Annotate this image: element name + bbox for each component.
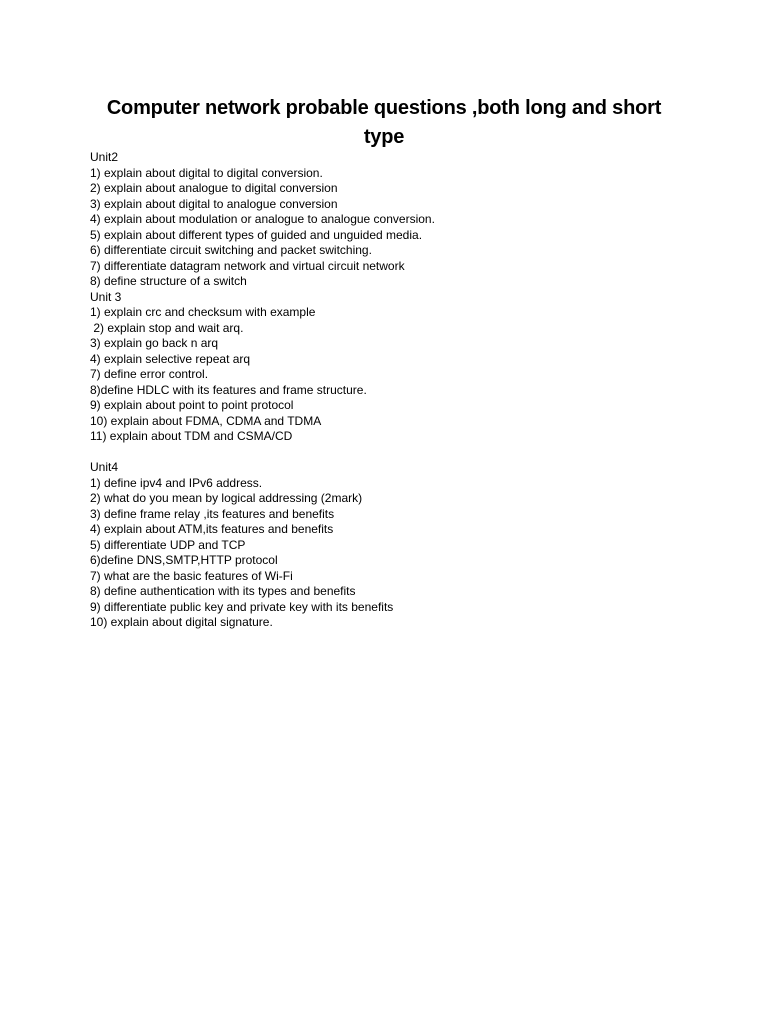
section-spacer — [90, 445, 710, 461]
question-item: 4) explain about ATM,its features and benefits — [90, 522, 334, 536]
question-item: 6) differentiate circuit switching and packet switching. — [90, 243, 372, 257]
question-item: 2) what do you mean by logical addressing (2mark) — [90, 491, 363, 505]
section-heading-unit2: Unit2 — [90, 150, 119, 164]
section-heading-unit3: Unit 3 — [90, 289, 122, 304]
question-item: 8)define HDLC with its features and frame structure. — [90, 382, 367, 397]
question-item: 3) explain about digital to analogue conversion — [90, 196, 338, 211]
question-item: 10) explain about digital signature. — [90, 615, 273, 629]
question-item: 7) differentiate datagram network and virtual circuit network — [90, 258, 405, 273]
question-item: 2) explain about analogue to digital conversion — [90, 181, 338, 195]
question-item: 5) explain about different types of guided and unguided media. — [90, 227, 423, 242]
question-item: 11) explain about TDM and CSMA/CD — [90, 429, 293, 443]
question-item: 7) what are the basic features of Wi-Fi — [90, 568, 293, 583]
question-item: 9) explain about point to point protocol — [90, 398, 294, 412]
question-item: 4) explain selective repeat arq — [90, 351, 251, 366]
question-item: 2) explain stop and wait arq. — [90, 320, 244, 335]
question-item: 5) differentiate UDP and TCP — [90, 537, 246, 552]
question-item: 7) define error control. — [90, 367, 209, 381]
question-item: 8) define structure of a switch — [90, 274, 247, 288]
section-heading-unit4: Unit4 — [90, 460, 119, 474]
question-item: 4) explain about modulation or analogue to analogue conversion. — [90, 212, 435, 226]
question-item: 8) define authentication with its types and benefits — [90, 584, 356, 598]
question-item: 9) differentiate public key and private key with its benefits — [90, 599, 394, 614]
question-item: 1) explain crc and checksum with example — [90, 305, 316, 319]
question-item: 1) define ipv4 and IPv6 address. — [90, 475, 263, 490]
document-body — [90, 150, 710, 631]
question-item: 6)define DNS,SMTP,HTTP protocol — [90, 553, 278, 567]
question-item: 1) explain about digital to digital conversion. — [90, 165, 323, 180]
question-item: 3) explain go back n arq — [90, 336, 219, 350]
question-item: 3) define frame relay ,its features and benefits — [90, 506, 335, 521]
question-item: 10) explain about FDMA, CDMA and TDMA — [90, 413, 322, 428]
document-title: Computer network probable questions ,both long and short type — [106, 97, 662, 148]
